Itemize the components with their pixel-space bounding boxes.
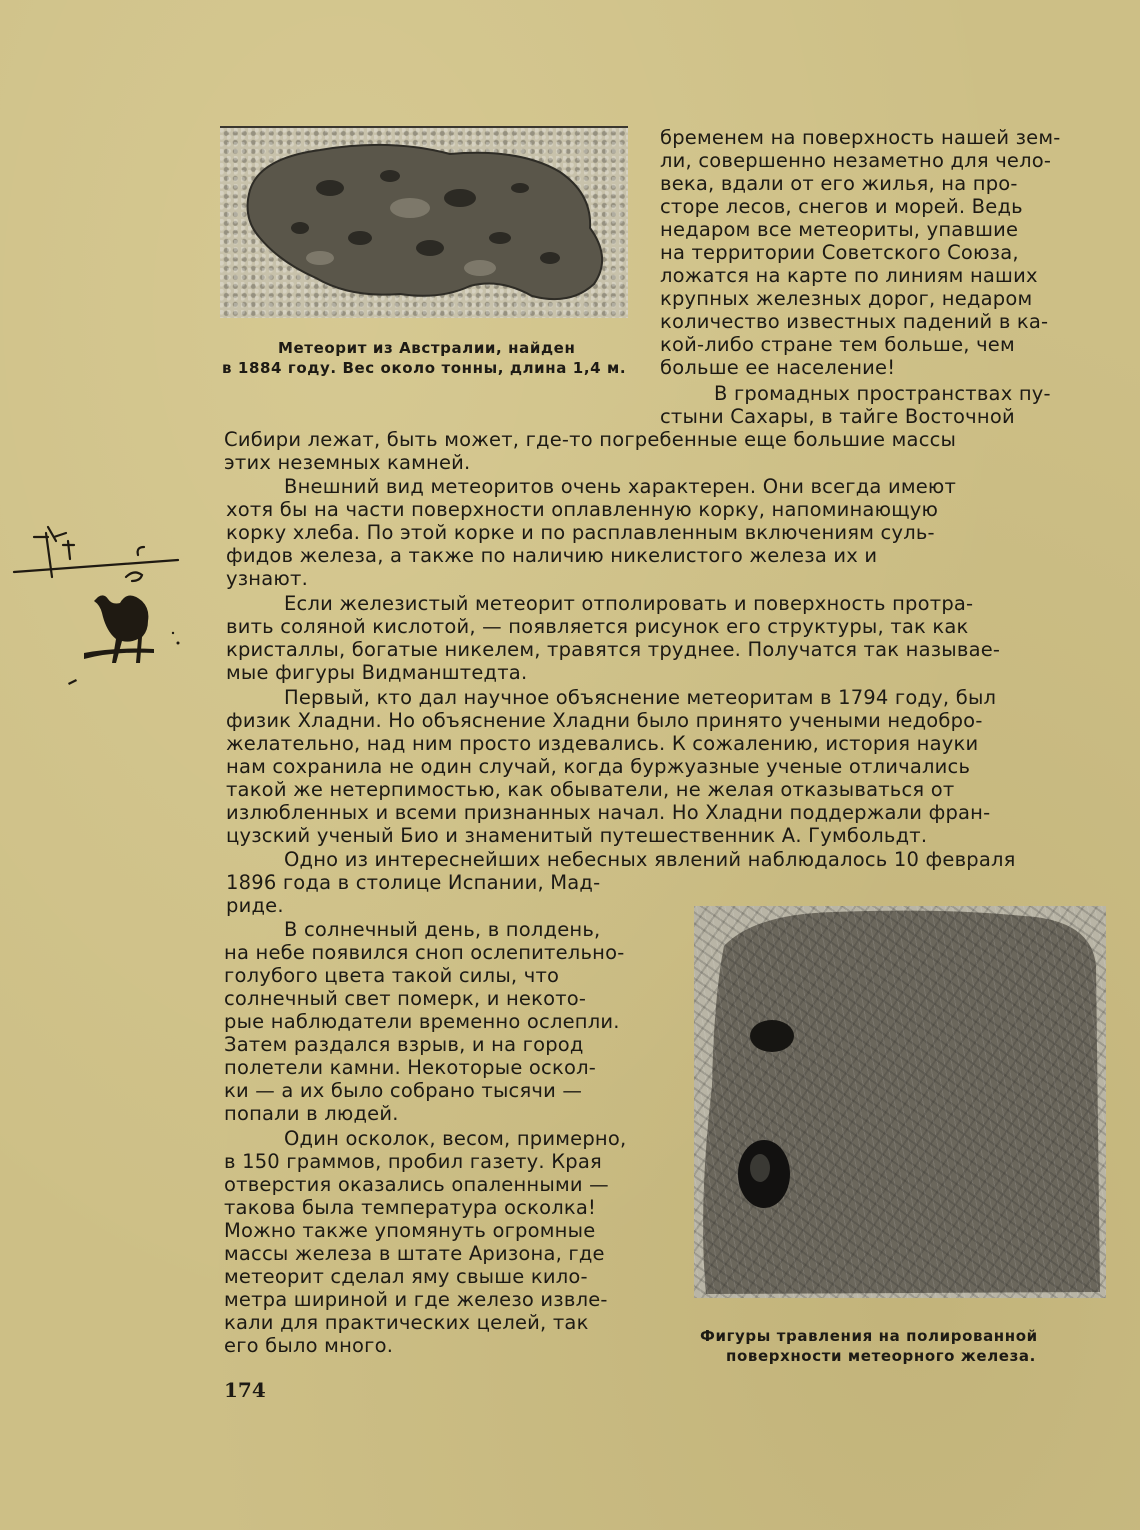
text-line: риде. — [226, 894, 284, 917]
text-line: Можно также упомянуть огромные — [224, 1219, 596, 1242]
text-line: Внешний вид метеоритов очень характерен. Они всегда имеют — [284, 475, 957, 498]
text-line: корку хлеба. По этой корке и по расплавленным включениям суль- — [226, 521, 935, 544]
text-line: века, вдали от его жилья, на про- — [660, 172, 1018, 195]
text-line: метеорит сделал яму свыше кило- — [224, 1265, 588, 1288]
text-line: Если железистый метеорит отполировать и поверхность протра- — [284, 592, 974, 615]
text-line: этих неземных камней. — [224, 451, 471, 474]
text-line: ки — а их было собрано тысячи — — [224, 1079, 583, 1102]
text-line: бременем на поверхность нашей зем- — [660, 126, 1061, 149]
text-line: В громадных пространствах пу- — [714, 382, 1051, 405]
figure-caption-line: в 1884 году. Вес около тонны, длина 1,4 м. — [222, 359, 627, 377]
text-line: вить соляной кислотой, — появляется рисунок его структуры, так как — [226, 615, 969, 638]
text-line: голубого цвета такой силы, что — [224, 964, 560, 987]
text-line: отверстия оказались опаленными — — [224, 1173, 609, 1196]
text-line: кристаллы, богатые никелем, травятся труднее. Получатся так называе- — [226, 638, 1001, 661]
desert-camel-illustration — [8, 515, 198, 690]
text-line: узнают. — [226, 567, 308, 590]
text-line: солнечный свет померк, и некото- — [224, 987, 587, 1010]
text-line: хотя бы на части поверхности оплавленную корку, напоминающую — [226, 498, 939, 521]
text-line: его было много. — [224, 1334, 394, 1357]
text-line: крупных железных дорог, недаром — [660, 287, 1033, 310]
text-line: нам сохранила не один случай, когда буржуазные ученые отличались — [226, 755, 971, 778]
figure-caption-line: поверхности метеорного железа. — [726, 1347, 1036, 1365]
text-line: кой-либо стране тем больше, чем — [660, 333, 1015, 356]
text-line: попали в людей. — [224, 1102, 399, 1125]
text-line: ли, совершенно незаметно для чело- — [660, 149, 1052, 172]
text-line: фидов железа, а также по наличию никелистого железа их и — [226, 544, 878, 567]
meteorite-image — [220, 128, 628, 318]
text-line: Одно из интереснейших небесных явлений наблюдалось 10 февраля — [284, 848, 1016, 871]
text-line: стыни Сахары, в тайге Восточной — [660, 405, 1015, 428]
inclusion-marks — [694, 906, 1106, 1298]
text-line: Один осколок, весом, примерно, — [284, 1127, 627, 1150]
text-line: Сибири лежат, быть может, где-то погребенные еще большие массы — [224, 428, 957, 451]
text-line: полетели камни. Некоторые оскол- — [224, 1056, 596, 1079]
text-line: Первый, кто дал научное объяснение метеоритам в 1794 году, был — [284, 686, 997, 709]
text-line: в 150 граммов, пробил газету. Края — [224, 1150, 602, 1173]
text-line: 1896 года в столице Испании, Мад- — [226, 871, 601, 894]
text-line: недаром все метеориты, упавшие — [660, 218, 1019, 241]
text-line: такой же нетерпимостью, как обыватели, не желая отказываться от — [226, 778, 955, 801]
text-line: количество известных падений в ка- — [660, 310, 1049, 333]
page-number: 174 — [224, 1378, 266, 1402]
text-line: физик Хладни. Но объяснение Хладни было принято учеными недобро- — [226, 709, 983, 732]
text-line: массы железа в штате Аризона, где — [224, 1242, 605, 1265]
text-line: ложатся на карте по линиям наших — [660, 264, 1038, 287]
text-line: желательно, над ним просто издевались. К сожалению, история науки — [226, 732, 979, 755]
text-line: рые наблюдатели временно ослепли. — [224, 1010, 620, 1033]
text-line: метра шириной и где железо извле- — [224, 1288, 608, 1311]
text-line: такова была температура осколка! — [224, 1196, 597, 1219]
text-line: Затем раздался взрыв, и на город — [224, 1033, 584, 1056]
text-line: сторе лесов, снегов и морей. Ведь — [660, 195, 1023, 218]
text-line: В солнечный день, в полдень, — [284, 918, 601, 941]
meteorite-photo — [220, 126, 628, 318]
widmanstatten-photo — [694, 906, 1106, 1298]
figure-caption-line: Фигуры травления на полированной — [700, 1327, 1038, 1345]
figure-caption-line: Метеорит из Австралии, найден — [278, 339, 576, 357]
text-line: мые фигуры Видманштедта. — [226, 661, 528, 684]
text-line: излюбленных и всеми признанных начал. Но Хладни поддержали фран- — [226, 801, 991, 824]
text-line: больше ее население! — [660, 356, 896, 379]
text-line: кали для практических целей, так — [224, 1311, 589, 1334]
text-line: цузский ученый Био и знаменитый путешественник А. Гумбольдт. — [226, 824, 928, 847]
text-line: на территории Советского Союза, — [660, 241, 1019, 264]
text-line: на небе появился сноп ослепительно- — [224, 941, 625, 964]
